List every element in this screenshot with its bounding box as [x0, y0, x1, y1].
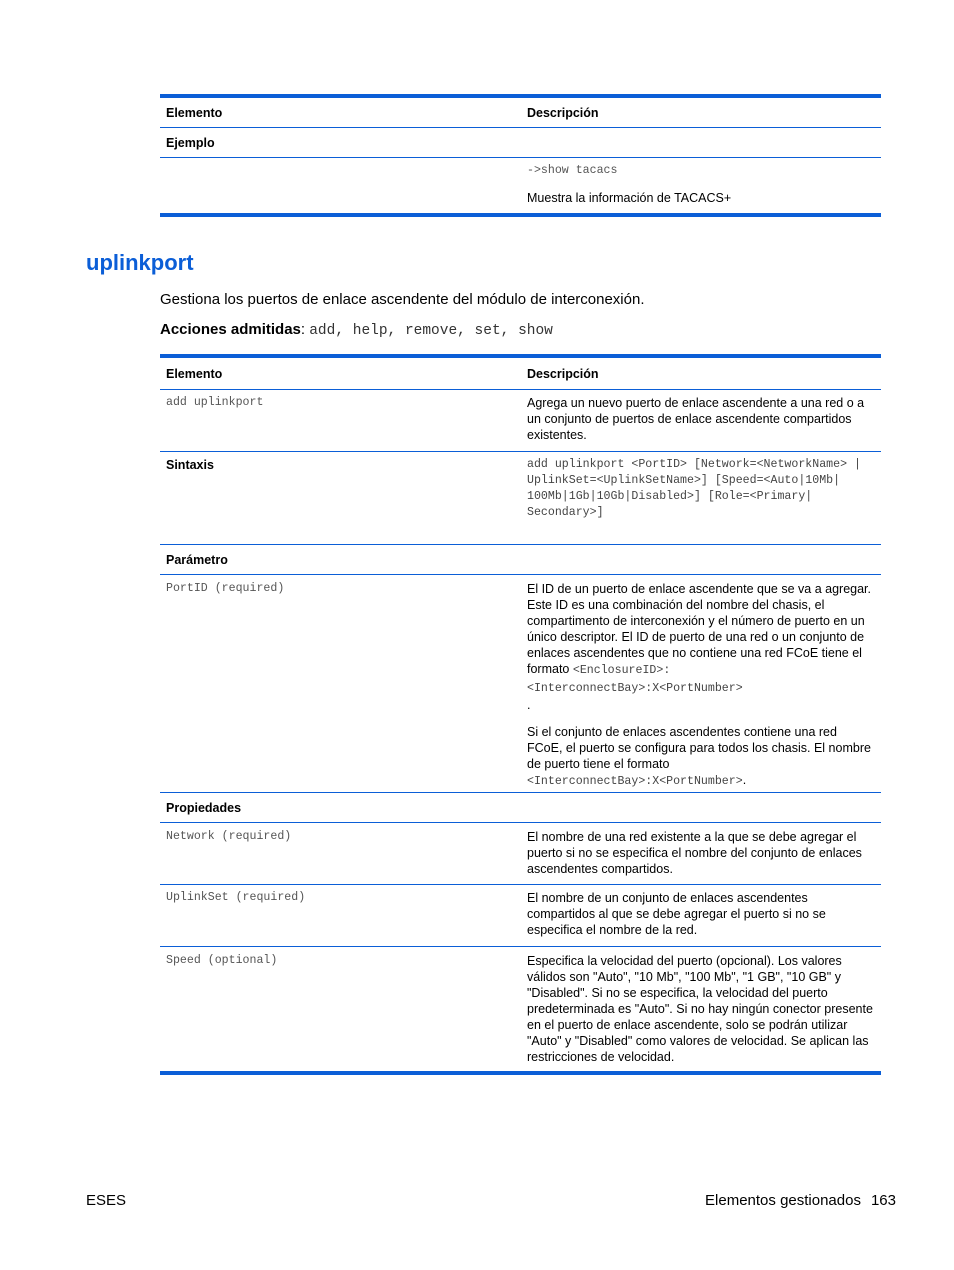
table-bottom-rule: [160, 213, 881, 217]
portid-period: .: [527, 698, 531, 712]
portid-fcoe-code: <InterconnectBay>:X<PortNumber>: [527, 775, 743, 788]
uplinkport-table: [160, 354, 881, 1075]
table-row: [160, 452, 881, 544]
supported-actions: [160, 321, 553, 339]
table-row: [160, 885, 881, 946]
row-element: Sintaxis: [166, 458, 214, 472]
row-element: Propiedades: [166, 800, 242, 815]
row-description: Agrega un nuevo puerto de enlace ascendente a una red o a un conjunto de puertos de enlace ascendente compartidos existentes.: [527, 396, 865, 442]
row-element: add uplinkport: [166, 396, 264, 409]
example-label: Ejemplo: [166, 135, 215, 150]
table-bottom-rule: [160, 1071, 881, 1075]
table-row: [160, 545, 881, 574]
table-row: [160, 128, 881, 157]
table-header-row: [160, 98, 881, 127]
row-element: UplinkSet (required): [166, 891, 306, 904]
example-command: ->show tacacs: [527, 164, 618, 177]
example-description: Muestra la información de TACACS+: [527, 191, 732, 205]
actions-label: Acciones admitidas: [160, 321, 301, 338]
footer-section-name: Elementos gestionados: [705, 1192, 861, 1209]
header-element: Elemento: [166, 366, 223, 381]
row-element: Parámetro: [166, 552, 228, 567]
actions-separator: :: [300, 321, 310, 338]
section-title: uplinkport: [86, 250, 194, 275]
example-cell: [521, 163, 881, 213]
row-description: El nombre de una red existente a la que se debe agregar el puerto si no se especifica el nombre del conjunto de enlaces ascendentes compartidos.: [527, 830, 862, 876]
header-description: Descripción: [527, 366, 599, 381]
row-element: Speed (optional): [166, 954, 278, 967]
table-row: [160, 158, 881, 213]
row-description: El nombre de un conjunto de enlaces ascendentes compartidos al que se debe agregar el puerto si no se especifica el nombre de la red.: [527, 891, 826, 937]
table-row: [160, 947, 881, 1071]
table-row: [160, 823, 881, 884]
table-row: [160, 793, 881, 822]
table-row: [160, 390, 881, 451]
row-element: Network (required): [166, 830, 292, 843]
row-description: [521, 581, 881, 792]
footer-page-info: [705, 1192, 896, 1209]
portid-format-code: <EnclosureID>:<InterconnectBay>:X<PortNumber>: [527, 664, 743, 695]
table-row: [160, 575, 881, 792]
row-description: Especifica la velocidad del puerto (opcional). Los valores válidos son "Auto", "10 Mb", "100 Mb", "1 GB", "10 GB" y "Disabled". Si no se especifica, la velocidad del puerto predeterminada es "Auto". Si no hay ningún conector presente en el puerto de enlace ascendente, solo se podrán utilizar "Auto" y "Disabled" como valores de velocidad. Se aplican las restricciones de velocidad.: [527, 954, 873, 1064]
footer-language-code: ESES: [86, 1192, 127, 1209]
portid-description-2: [527, 724, 873, 790]
empty-cell: [160, 163, 521, 213]
portid-text: El ID de un puerto de enlace ascendente que se va a agregar. Este ID es una combinación del nombre del chasis, el compartimento de interconexión y el número de puerto en un único descriptor. El ID de puerto de una red o un conjunto de enlaces ascendentes que no contiene una red FCoE tiene el formato: [527, 582, 871, 676]
page-number: 163: [870, 1192, 896, 1209]
syntax-code: add uplinkport <PortID> [Network=<NetworkName> | UplinkSet=<UplinkSetName>] [Speed=<Auto|10Mb| 100Mb|1Gb|10Gb|Disabled>] [Role=<Primary| Secondary>]: [527, 458, 861, 519]
section-intro: Gestiona los puertos de enlace ascendente del módulo de interconexión.: [160, 291, 645, 308]
header-element: Elemento: [166, 105, 223, 120]
row-element: PortID (required): [166, 582, 285, 595]
portid-description-1: [527, 581, 873, 713]
header-description: Descripción: [527, 105, 599, 120]
example-table: [160, 94, 881, 217]
portid-fcoe-text: Si el conjunto de enlaces ascendentes contiene una red FCoE, el puerto se configura para todos los chasis. El nombre de puerto tiene el formato: [527, 725, 871, 771]
table-header-row: [160, 358, 881, 389]
portid-fcoe-period: .: [742, 773, 747, 787]
actions-values: add, help, remove, set, show: [309, 323, 553, 339]
